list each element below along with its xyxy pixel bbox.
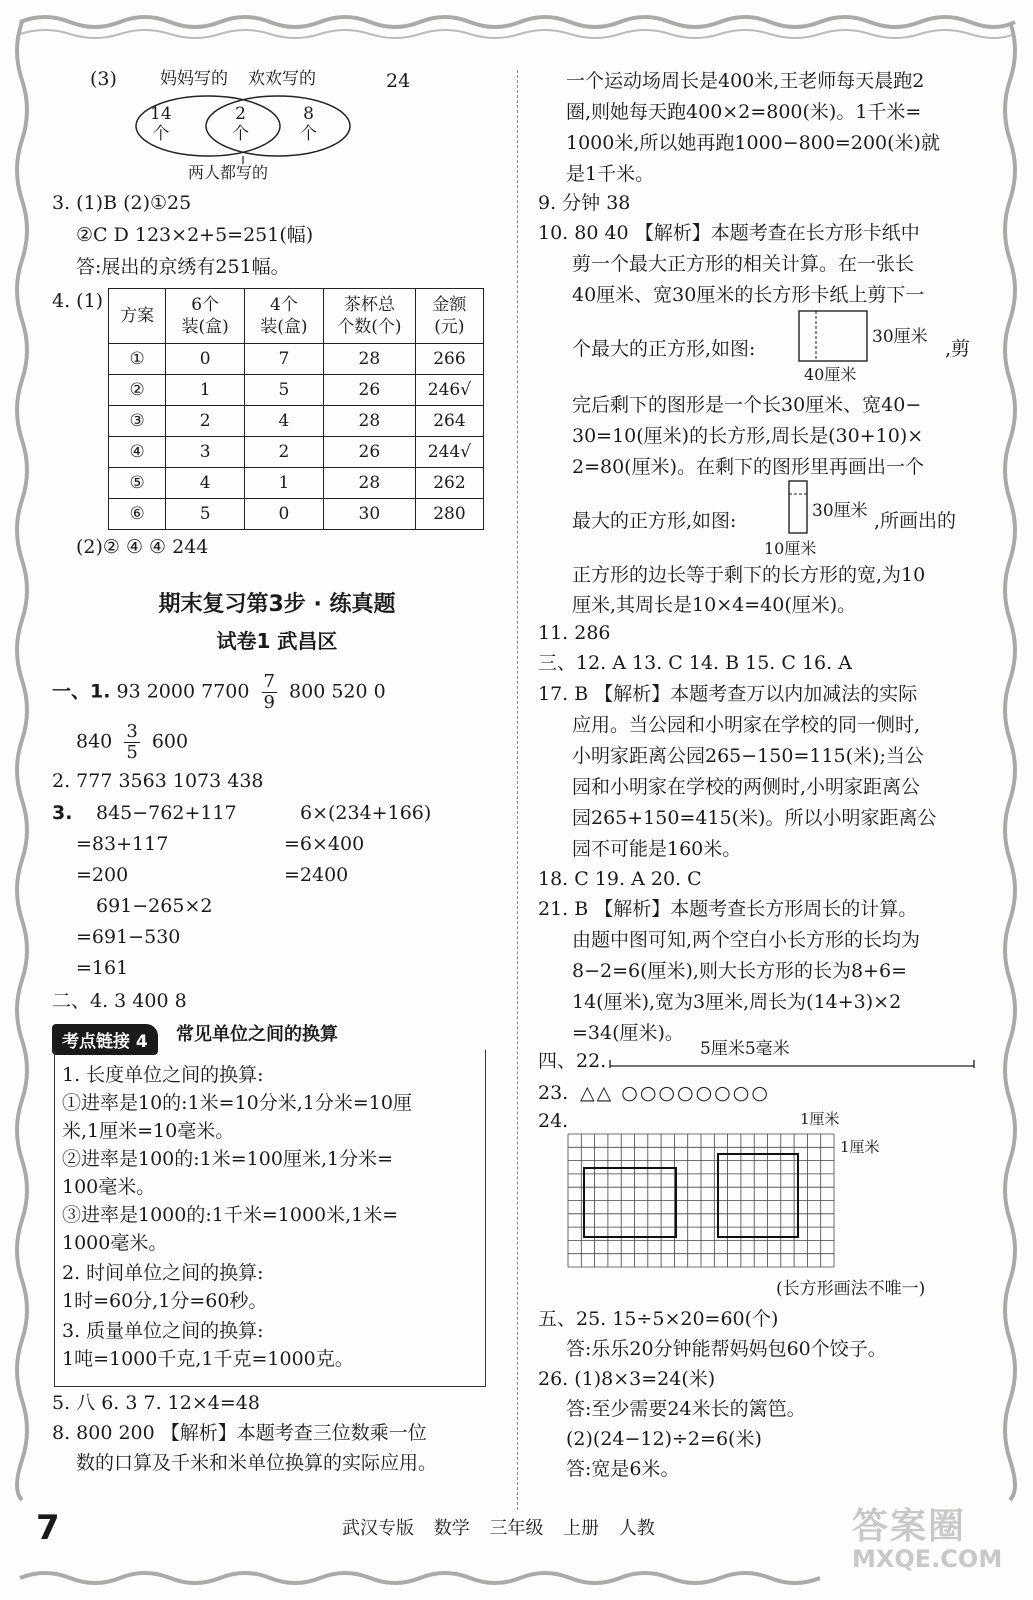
q10-fig1-bottom: 40厘米 [804,365,857,384]
q17-line: 园265+150=415(米)。所以小明家距离公 [572,807,937,829]
venn-label-no: (3) [90,68,117,90]
q4-label: 4. (1) [52,290,104,312]
box-line: ①进率是10的:1米=10分米,1分米=10厘 [62,1092,412,1114]
q8-cont-line: 1000米,所以她再跑1000−800=200(米)就 [566,132,940,154]
q17-line: 园和小明家在学校的两侧时,小明家距离公 [572,776,921,798]
page-number: 7 [36,1508,60,1548]
calc2-line: =6×400 [284,833,365,855]
q21-line: 8−2=6(厘米),则大长方形的长为8+6= [572,960,907,982]
table-row: ④ 3 2 26 244√ [109,437,484,468]
q17-line: 17. B 【解析】本题考查万以内加减法的实际 [538,683,918,705]
q21-line: 14(厘米),宽为3厘米,周长为(14+3)×2 [572,991,902,1013]
q26-line1: 26. (1)8×3=24(米) [538,1368,716,1390]
grid-note: (长方形画法不唯一) [776,1279,926,1299]
q8-cont-line: 圈,则她每天跑400×2=800(米)。1千米= [566,101,922,123]
q3-line2: ②C D 123×2+5=251(幅) [76,224,314,246]
grid-height-label: 1厘米 [840,1138,880,1156]
q10-line: 剪一个最大正方形的相关计算。在一张长 [572,253,915,275]
table-row: ① 0 7 28 266 [109,344,484,375]
section2-q4: 二、4. 3 400 8 [52,990,187,1012]
q23-shapes: △△ ○○○○○○○○ [580,1082,770,1104]
box-line: 1000毫米。 [62,1232,168,1254]
table-row: ③ 2 4 28 264 [109,406,484,437]
table-header-row [109,289,484,344]
th-amount: 金额 (元) [415,289,483,344]
calc1-line: 845−762+117 [96,802,237,824]
venn-mom-label: 妈妈写的 [160,69,228,89]
q9-answer: 9. 分钟 38 [538,192,631,214]
th-total-cups: 茶杯总 个数(个) [323,289,415,344]
knowledge-link-badge: 考点链接 4 [52,1024,158,1055]
q1-answers: 一、1. 93 2000 7700 $\frac{7}{9}$ 800 520 0 [52,671,386,713]
fraction-7-9: $\frac{7}{9}$ [263,671,275,713]
q24-label: 24. [538,1110,569,1132]
q21-line: 由题中图可知,两个空白小长方形的长均为 [572,929,921,951]
q10-fig1-post: ,剪 [945,338,971,360]
q10-line: 10. 80 40 【解析】本题考查在长方形卡纸中 [538,222,920,244]
calc1-line: =83+117 [76,833,169,855]
th-pack4: 4个 装(盒) [245,289,324,344]
q17-line: 小明家距离公园265−150=115(米);当公 [572,745,924,767]
paper-title: 试卷1 武昌区 [216,629,338,653]
q2-answers: 2. 777 3563 1073 438 [52,770,264,792]
q8-cont-line: 一个运动场周长是400米,王老师每天晨跑2 [566,70,925,92]
q25-line1: 五、25. 15÷5×20=60(个) [538,1308,779,1330]
grid-width-label: 1厘米 [800,1110,840,1128]
venn-left-region: 14 个 [150,104,172,144]
box-line: 2. 时间单位之间的换算: [62,1262,264,1284]
calc2-line: 6×(234+166) [300,802,432,824]
section-title: 期末复习第3步 · 练真题 [158,592,396,617]
q5-7-answers: 5. 八 6. 3 7. 12×4=48 [52,1392,260,1414]
box-line: 3. 质量单位之间的换算: [62,1320,264,1342]
table-row: ⑥ 5 0 30 280 [109,499,484,530]
fraction-3-5: $\frac{3}{5}$ [126,721,138,763]
footer-info: 武汉专版 数学 三年级 上册 人教 [342,1518,655,1539]
venn-mid-region: 2 个 [232,104,249,144]
th-pack6: 6个 装(盒) [166,289,245,344]
q3b-no: 3. [52,802,73,824]
q26-line4: 答:宽是6米。 [566,1458,680,1480]
watermark-url: MXQE.COM [852,1545,1003,1573]
table-row: ② 1 5 26 246√ [109,375,484,406]
venn-total: 24 [386,70,411,92]
q26-line2: 答:至少需要24米长的篱笆。 [566,1398,806,1420]
calc3-line: 691−265×2 [96,895,213,917]
q10-fig2-text: 最大的正方形,如图: [572,510,737,532]
box-line: 1时=60分,1分=60秒。 [62,1290,268,1312]
calc2-line: =2400 [284,864,349,886]
q10-line: 30=10(厘米)的长方形,周长是(30+10)× [572,425,924,447]
knowledge-link-title: 常见单位之间的换算 [176,1024,338,1045]
q12-16-answers: 三、12. A 13. C 14. B 15. C 16. A [538,652,852,674]
q25-line2: 答:乐乐20分钟能帮妈妈包60个饺子。 [566,1338,887,1360]
q10-line: 厘米,其周长是10×4=40(厘米)。 [572,594,857,616]
venn-both-label: 两人都写的 [188,163,269,182]
q10-figure1 [798,310,870,364]
q10-fig2-bottom: 10厘米 [764,539,817,558]
q4-part2: (2)② ④ ④ 244 [76,536,209,558]
q8-line2: 数的口算及千米和米单位换算的实际应用。 [76,1452,438,1474]
q11-answer: 11. 286 [538,622,611,644]
q10-figure2 [788,480,810,536]
calc3-line: =161 [76,957,129,979]
q21-line: 21. B 【解析】本题考查长方形周长的计算。 [538,898,918,920]
q8-cont-line: 是1千米。 [566,163,655,185]
q1-answers-2: 840 $\frac{3}{5}$ 600 [76,721,189,763]
q8-line1: 8. 800 200 【解析】本题考查三位数乘一位 [52,1422,427,1444]
q22-length-label: 5厘米5毫米 [700,1039,790,1059]
q3-line3: 答:展出的京绣有251幅。 [76,256,290,278]
q24-grid [566,1132,846,1272]
box-line: 1. 长度单位之间的换算: [62,1064,264,1086]
th-scheme: 方案 [109,289,166,344]
q10-line: 2=80(厘米)。在剩下的图形里再画出一个 [572,456,925,478]
q22-label: 四、22. [538,1050,607,1072]
venn-right-region: 8 个 [300,104,317,144]
column-divider [517,70,518,1510]
box-line: ③进率是1000的:1千米=1000米,1米= [62,1204,399,1226]
q21-line: =34(厘米)。 [572,1022,684,1044]
q17-line: 园不可能是160米。 [572,838,742,860]
box-line: ②进率是100的:1米=100厘米,1分米= [62,1148,393,1170]
box-line: 1吨=1000千克,1千克=1000克。 [62,1348,354,1370]
scheme-table [108,288,484,530]
box-line: 100毫米。 [62,1176,156,1198]
calc3-line: =691−530 [76,926,181,948]
calc1-line: =200 [76,864,129,886]
table-row: ⑤ 4 1 28 262 [109,468,484,499]
q26-line3: (2)(24−12)÷2=6(米) [566,1428,762,1450]
q17-line: 应用。当公园和小明家在学校的同一侧时, [572,714,921,736]
q23-label: 23. [538,1082,569,1104]
watermark-main: 答案圈 [852,1506,967,1547]
q10-fig2-post: ,所画出的 [874,510,957,532]
q10-fig1-text: 个最大的正方形,如图: [572,338,756,360]
watermark [852,1498,1002,1573]
q10-line: 完后剩下的图形是一个长30厘米、宽40− [572,394,922,416]
q10-fig2-side: 30厘米 [812,501,868,521]
q18-20-answers: 18. C 19. A 20. C [538,868,702,890]
box-line: 米,1厘米=10毫米。 [62,1120,235,1142]
q3-line1: 3. (1)B (2)①25 [52,192,192,214]
venn-huanhuan-label: 欢欢写的 [248,69,316,89]
q10-line: 正方形的边长等于剩下的长方形的宽,为10 [572,564,926,586]
q10-fig1-side: 30厘米 [872,327,928,347]
q10-line: 40厘米、宽30厘米的长方形卡纸上剪下一 [572,284,925,306]
q22-line-segment [608,1058,978,1070]
